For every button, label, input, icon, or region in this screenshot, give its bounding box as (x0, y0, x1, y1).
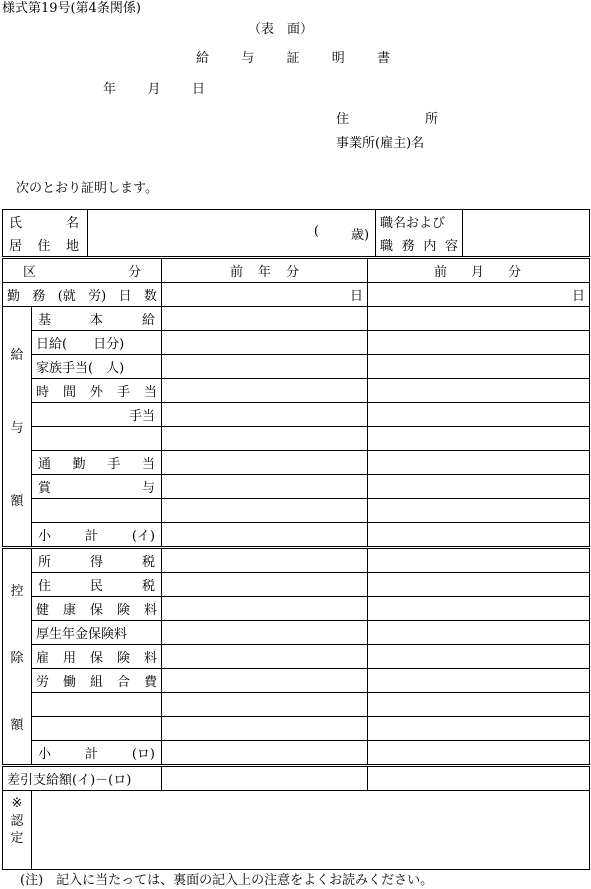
pay-subtotal-prev-month[interactable] (368, 523, 590, 548)
job-value-cell[interactable] (463, 210, 590, 258)
work-days-prev-year[interactable] (162, 283, 368, 307)
basic-pay-prev-month[interactable] (368, 307, 590, 331)
name-value-cell[interactable] (88, 210, 376, 258)
pay-blank-prev-month[interactable] (368, 427, 590, 451)
union-fee-prev-month[interactable] (368, 669, 590, 693)
commute-allowance-prev-month[interactable] (368, 451, 590, 475)
pay-group-label: 給 与 額 (3, 307, 32, 548)
resident-tax-prev-month[interactable] (368, 573, 590, 597)
union-fee-prev-year[interactable] (162, 669, 368, 693)
deduct-blank-prev-month-2[interactable] (368, 717, 590, 741)
deduct-subtotal-label: 小 計 (ロ) (32, 741, 162, 766)
bonus-prev-year[interactable] (162, 475, 368, 499)
certification-area[interactable] (32, 791, 590, 870)
other-allowance-label: 手当 (32, 403, 162, 427)
union-fee-label: 労 働 組 合 費 (32, 669, 162, 693)
commute-allowance-label: 通 勤 手 当 (32, 451, 162, 475)
family-allowance-prev-month[interactable] (368, 355, 590, 379)
health-insurance-prev-month[interactable] (368, 597, 590, 621)
resident-tax-prev-year[interactable] (162, 573, 368, 597)
job-label-line1: 職名および (380, 216, 446, 231)
deduct-subtotal-prev-year[interactable] (162, 741, 368, 766)
title-char: 証 (286, 51, 300, 66)
basic-pay-prev-year[interactable] (162, 307, 368, 331)
title-char: 書 (376, 51, 390, 66)
other-allowance-prev-month[interactable] (368, 403, 590, 427)
family-allowance-prev-year[interactable] (162, 355, 368, 379)
title-char: 給 (196, 51, 210, 66)
work-days-label: 勤 務 (就 労) 日 数 (3, 283, 162, 307)
work-days-prev-month[interactable] (368, 283, 590, 307)
day-unit: 日 (349, 289, 363, 304)
pay-blank-label[interactable] (32, 427, 162, 451)
office-name-label: 事業所(雇主)名 (336, 136, 425, 151)
net-pay-label: 差引支給額(イ)－(ロ) (3, 766, 162, 791)
overtime-prev-year[interactable] (162, 379, 368, 403)
basic-pay-label: 基 本 給 (32, 307, 162, 331)
deduct-blank-label-2[interactable] (32, 717, 162, 741)
age-open: ( (313, 223, 319, 239)
daily-pay-prev-month[interactable] (368, 331, 590, 355)
reference-mark: ※ (11, 796, 23, 811)
address-char: 所 (424, 112, 438, 127)
deduct-subtotal-prev-month[interactable] (368, 741, 590, 766)
employment-insurance-prev-month[interactable] (368, 645, 590, 669)
net-pay-prev-month[interactable] (368, 766, 590, 791)
pay-subtotal-prev-year[interactable] (162, 523, 368, 548)
health-insurance-label: 健 康 保 険 料 (32, 597, 162, 621)
daily-pay-label: 日給( 日分) (32, 331, 162, 355)
pension-prev-month[interactable] (368, 621, 590, 645)
pay-blank-prev-year[interactable] (162, 427, 368, 451)
form-number: 様式第19号(第4条関係) (2, 1, 141, 16)
page-side-label: （表 面） (248, 22, 314, 37)
net-pay-prev-year[interactable] (162, 766, 368, 791)
other-allowance-prev-year[interactable] (162, 403, 368, 427)
name-label: 氏 名 (9, 216, 79, 231)
income-tax-prev-month[interactable] (368, 548, 590, 573)
pension-label: 厚生年金保険料 (32, 621, 162, 645)
employment-insurance-prev-year[interactable] (162, 645, 368, 669)
bonus-label: 賞 与 (32, 475, 162, 499)
overtime-prev-month[interactable] (368, 379, 590, 403)
deduct-group-label: 控 除 額 (3, 548, 32, 766)
pay-blank-prev-month-2[interactable] (368, 499, 590, 523)
date-month: 月 (147, 82, 161, 97)
health-insurance-prev-year[interactable] (162, 597, 368, 621)
employment-insurance-label: 雇 用 保 険 料 (32, 645, 162, 669)
age-close: 歳) (350, 227, 370, 243)
pension-prev-year[interactable] (162, 621, 368, 645)
deduct-blank-prev-year[interactable] (162, 693, 368, 717)
pay-blank-prev-year-2[interactable] (162, 499, 368, 523)
title-char: 与 (241, 51, 255, 66)
income-tax-prev-year[interactable] (162, 548, 368, 573)
document-title (196, 52, 390, 65)
issue-date (103, 83, 205, 96)
overtime-label: 時 間 外 手 当 (32, 379, 162, 403)
intro-text: 次のとおり証明します。 (16, 181, 158, 196)
name-address-label-cell (3, 210, 88, 258)
job-label-cell (376, 210, 463, 258)
day-unit: 日 (572, 289, 586, 304)
date-year: 年 (103, 82, 117, 97)
income-tax-label: 所 得 税 (32, 548, 162, 573)
pay-subtotal-label: 小 計 (イ) (32, 523, 162, 548)
pay-blank-label-2[interactable] (32, 499, 162, 523)
salary-certificate-table (2, 209, 590, 870)
footnote: (注) 記入に当たっては、裏面の記入上の注意をよくお読みください。 (20, 873, 434, 888)
job-label-line2: 職 務 内 容 (380, 239, 459, 254)
daily-pay-prev-year[interactable] (162, 331, 368, 355)
address-label (336, 113, 438, 126)
resident-tax-label: 住 民 税 (32, 573, 162, 597)
category-header: 区 分 (3, 258, 162, 283)
deduct-blank-label[interactable] (32, 693, 162, 717)
prev-month-header: 前 月 分 (368, 258, 590, 283)
title-char: 明 (331, 51, 345, 66)
bonus-prev-month[interactable] (368, 475, 590, 499)
deduct-blank-prev-year-2[interactable] (162, 717, 368, 741)
commute-allowance-prev-year[interactable] (162, 451, 368, 475)
address-char: 住 (336, 112, 350, 127)
address-label-cell: 居 住 地 (9, 239, 79, 254)
certification-label: ※ 認 定 (3, 791, 32, 870)
date-day: 日 (191, 82, 205, 97)
family-allowance-label: 家族手当( 人) (32, 355, 162, 379)
prev-year-header: 前 年 分 (162, 258, 368, 283)
deduct-blank-prev-month[interactable] (368, 693, 590, 717)
